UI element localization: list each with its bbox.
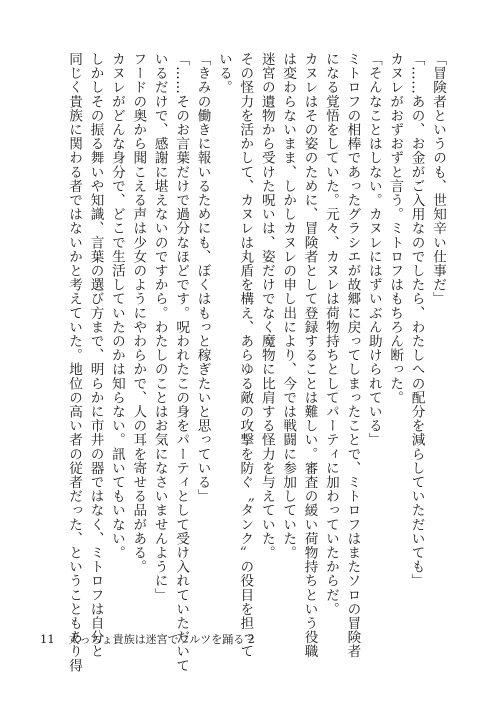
text-line: 同じく貴族に関わる者ではないかと考えていた。地位の高い者の従者だった、ということもあり得 bbox=[66, 52, 83, 673]
text-line: いる。 bbox=[215, 52, 232, 95]
text-line: フードの奥から聞こえる声は少女のようにやわらかで、人の耳を寄せる品がある。 bbox=[130, 52, 147, 574]
text-line: その怪力を活かして、カヌレは丸盾を構え、あらゆる敵の攻撃を防ぐ〝タンク〟の役目を担って bbox=[237, 52, 254, 659]
text-line: いるだけで、感謝に堪えないのですから。わたしのことはお気になさいませんように」 bbox=[151, 52, 168, 602]
text-line: になる覚悟をしていた。元々、カヌレは荷物持ちとしてパーティに加わっていたからだ。 bbox=[322, 52, 339, 616]
page-number: 11 bbox=[40, 632, 55, 646]
text-line: 「そんなことはしない。カヌレにはずいぶん助けられている」 bbox=[365, 52, 382, 447]
text-line: カヌレがどんな身分で、どこで生活していたのかは知らない。訊いてもいない。 bbox=[108, 52, 125, 560]
text-line: 迷宮の遺物から受けた呪いは、姿だけでなく魔物に比肩する怪力を与えていた。 bbox=[258, 52, 275, 560]
text-line: ミトロフの相棒であったグラシエが故郷に戻ってしまったことで、ミトロフはまたソロの冒険者 bbox=[344, 52, 361, 659]
page-footer bbox=[40, 631, 255, 647]
text-line: 「……あの、お金がご入用なのでしたら、わたしへの配分を減らしていただいても」 bbox=[408, 52, 425, 588]
text-line: 「きみの働きに報いるためにも、ぼくはもっと稼ぎたいと思っている」 bbox=[194, 52, 211, 504]
text-line: カヌレがおずおずと言う。ミトロフはもちろん断った。 bbox=[387, 52, 404, 405]
text-line: 「……そのお言葉だけで過分なほどです。呪われたこの身をパーティとして受け入れていただいて bbox=[173, 52, 190, 673]
text-line: は変わらないまま、しかしカヌレの申し出により、今では戦闘に参加していた。 bbox=[280, 52, 297, 560]
text-line: カヌレはその姿のために、冒険者として登録することは難しい。審査の緩い荷物持ちという役職 bbox=[301, 52, 318, 659]
running-title: 太っちょ貴族は迷宮でワルツを踊る 2 bbox=[68, 633, 255, 646]
text-line: 「冒険者というのも、世知辛い仕事だ」 bbox=[430, 52, 446, 306]
text-line: しかしその振る舞いや知識、言葉の選び方まで、明らかに市井の器ではなく、ミトロフは自分と bbox=[87, 52, 104, 659]
